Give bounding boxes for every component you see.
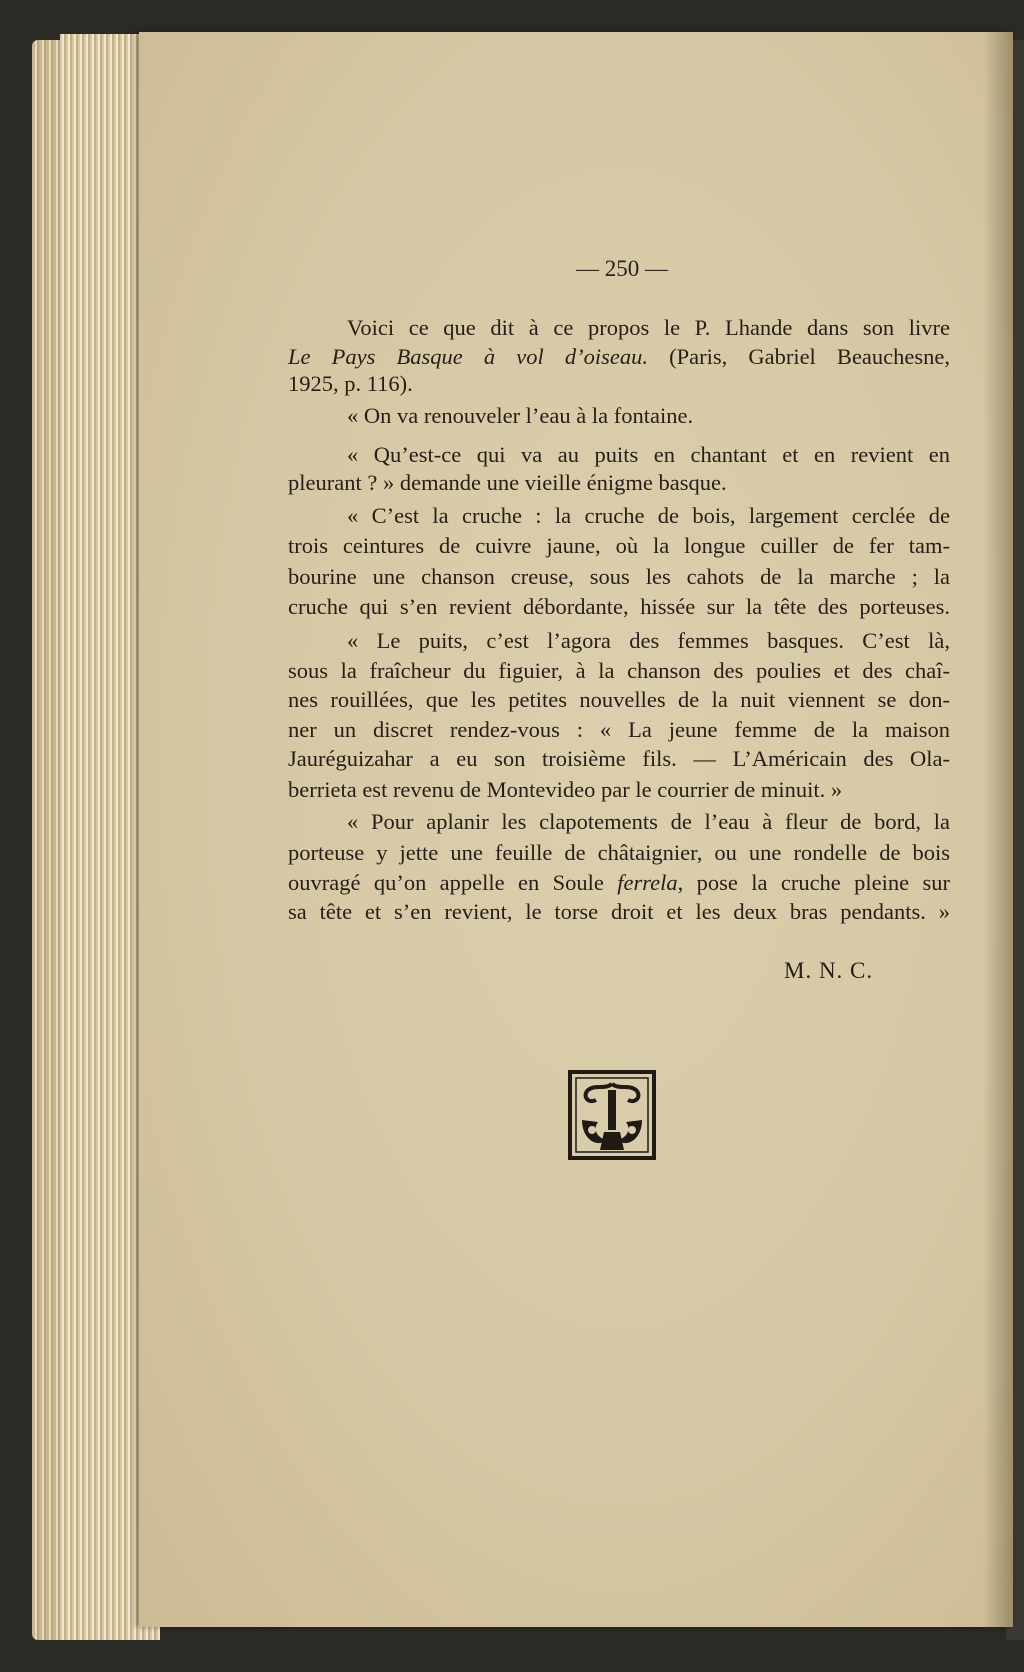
text-segment: , pose la cruche pleine sur — [677, 870, 950, 895]
text-line: « Pour aplanir les clapotements de l’eau à fleur de bord, la — [347, 809, 950, 834]
text-line: « C’est la cruche : la cruche de bois, largement cerclée de — [347, 503, 950, 528]
text-line: berrieta est revenu de Montevideo par le courrier de minuit. » — [288, 777, 843, 802]
text-line — [288, 869, 950, 897]
term-ferrela: ferrela — [617, 870, 678, 895]
ornament-vignette-icon — [568, 1070, 656, 1160]
page-gutter-shadow — [983, 32, 1013, 1627]
text-line: sous la fraîcheur du figuier, à la chanson des poulies et des chaî- — [288, 658, 950, 683]
text-line: ner un discret rendez-vous : « La jeune femme de la maison — [288, 717, 950, 742]
text-line: cruche qui s’en revient débordante, hissée sur la tête des porteuses. — [288, 594, 950, 619]
text-line: Voici ce que dit à ce propos le P. Lhande dans son livre — [347, 315, 950, 340]
signature: M. N. C. — [784, 958, 874, 983]
text-line: « Le puits, c’est l’agora des femmes basques. C’est là, — [347, 628, 950, 653]
text-line — [288, 343, 950, 371]
text-line: pleurant ? » demande une vieille énigme basque. — [288, 470, 727, 495]
text-line: nes rouillées, que les petites nouvelles de la nuit viennent se don- — [288, 687, 950, 712]
text-segment: (Paris, Gabriel Beauchesne, — [647, 344, 951, 369]
text-line: trois ceintures de cuivre jaune, où la longue cuiller de fer tam- — [288, 533, 950, 558]
page-number: — 250 — — [576, 256, 668, 281]
text-line: bourine une chanson creuse, sous les cahots de la marche ; la — [288, 564, 950, 589]
text-line: Jauréguizahar a eu son troisième fils. — L’Américain des Ola- — [288, 746, 950, 771]
text-line: « Qu’est-ce qui va au puits en chantant et en revient en — [347, 442, 950, 467]
text-line: sa tête et s’en revient, le torse droit et les deux bras pendants. » — [288, 899, 950, 924]
text-line: porteuse y jette une feuille de châtaignier, ou une rondelle de bois — [288, 840, 950, 865]
text-segment: ouvragé qu’on appelle en Soule — [288, 870, 618, 895]
text-line: « On va renouveler l’eau à la fontaine. — [347, 403, 694, 428]
text-line: 1925, p. 116). — [288, 371, 413, 396]
book-title: Le Pays Basque à vol d’oiseau. — [288, 344, 648, 369]
